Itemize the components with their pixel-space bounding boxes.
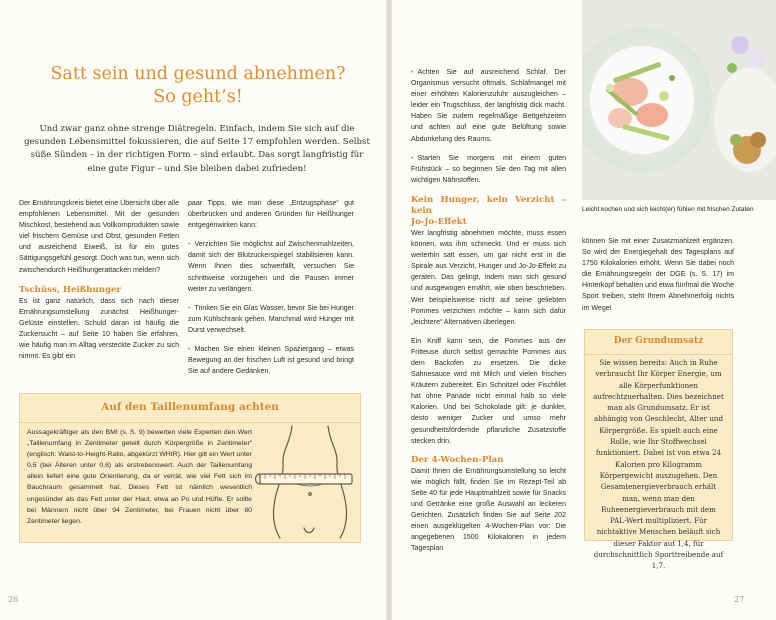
photo-caption: Leicht kochen und sich leicht(er) fühlen mit frischen Zutaten [582, 206, 754, 213]
intro-text: Und zwar ganz ohne strenge Diätregeln. Einfach, indem Sie sich auf die gesunden Lebensmittel fokussieren, die auf Seite 17 empfohlen werden. Selbst süße Sünden – in der richtigen Form – sind erlaubt. Das sorgt langfristig für eine gute Figur – und Sie bleiben dabei zufrieden! [24, 124, 370, 174]
basal-metabolism-box [584, 329, 733, 571]
right-column-1 [411, 67, 566, 554]
paragraph: Ein Kniff kann sein, die Pommes aus der Fritteuse durch selbst gemachte Pommes aus dem Backofen zu ersetzen. Die dicke Sahnesauce wird mit Milch und vielen frischen Kräutern zubereitet. Ein Schnitzel oder Fischfilet hat ohne Panade nicht einmal halb so viele Kalorien. Und bei Schokolade gilt: je dunkler, desto weniger Zucker und umso mehr gesundheitsfördernde pflanzliche Zusatzstoffe stecken drin. [411, 337, 566, 445]
info-box-text: Aussagekräftiger als den BMI (s. S. 9) bewerten viele Experten den Wert „Taillenumfang in Zentimeter geteilt durch Körpergröße in Zentimeter“ (englisch: Waist-to-Height-Ratio, abgekürzt WHtR). Hier gilt ein Wert unter 0,5 (bei Älteren unter 0,6) als erstrebenswert. Auch der Taillenumfang allein liefert eine gute Orientierung, da er verrät, wie viel Fett sich im Bauchraum gesammelt hat. Dieses Fett ist nämlich wesentlich ungesünder als das Fett unter der Haut, etwa an Po und Hüfte. Er sollte bei Männern nicht über 94 Zentimeter, bei Frauen nicht über 80 Zentimeter liegen. [27, 429, 252, 525]
list-item-text: Starten Sie morgens mit einem guten Frühstück – so beginnen Sie den Tag mit allen wichtigen Nährstoffen. [411, 154, 566, 184]
food-photo [582, 0, 776, 200]
page-number: 26 [8, 595, 19, 604]
paragraph: Es ist ganz natürlich, dass sich nach dieser Ernährungsumstellung zunächst Heißhunger-Gelüste einstellen. Schuld daran ist häufig die Zuckersucht – auf Seite 10 haben Sie erfahren, wie häufig man im Alltag versteckte Zucker zu sich nimmt. Es gibt ein [19, 297, 179, 361]
section-heading-line: Jo-Jo-Effekt [411, 216, 467, 227]
left-column-2 [188, 198, 354, 377]
waist-info-box [19, 393, 361, 543]
page-headline [18, 63, 378, 109]
list-item: • Achten Sie auf ausreichend Schlaf. Der Organismus versucht oftmals, Schlafmangel mit einer erhöhten Kalorienzufuhr auszugleichen – leider ein Trugschluss, der langfristig dick macht. Haben Sie zudem regelmäßige Bettgehzeiten und achten auf eine gute Belüftung sowie Abdunkelung des Raums. [411, 69, 566, 143]
left-column-1 [19, 198, 179, 362]
list-item-text: Trinken Sie ein Glas Wasser, bevor Sie bei Hunger zum Kühlschrank gehen. Manchmal wird Hunger mit Durst verwechselt. [188, 304, 354, 334]
food-photo-illustration [582, 0, 776, 200]
list-item-text: Verzichten Sie möglichst auf Zwischenmahlzeiten, damit sich der Blutzuckerspiegel stabilisieren kann. Wenn Ihnen dies schwerfällt, versuchen Sie schrittweise vorzugehen und die Pausen immer weiter zu verlängern. [188, 241, 354, 293]
paragraph: Der Ernährungskreis bietet eine Übersicht über alle empfohlenen Lebensmittel. Mit der gesunden Mischkost, bestehend aus Vollkornprodukten sowie viel frischem Gemüse und Obst, gesunden Fetten und ausreichend Eiweiß, ist für ein gutes Sättigungsgefühl gesorgt. Doch was tun, wenn sich zwischendurch Heißhungerattacken melden? [19, 200, 179, 274]
list-item: • Starten Sie morgens mit einem guten Frühstück – so beginnen Sie den Tag mit allen wichtigen Nährstoffen. [411, 154, 566, 184]
divider [20, 422, 360, 423]
paragraph: Damit Ihnen die Ernährungsumstellung so leicht wie möglich fällt, finden Sie im Rezept-Teil ab Seite 40 für jede Hauptmahlzeit sowie für Snacks und Getränke eine große Auswahl an leckeren Gerichten. Zusätzlich finden Sie auf Seite 202 einen ausgeklügelten 4-Wochen-Plan vor: Die angegebenen 1500 Kilokalorien in jedem Tagesplan [411, 467, 566, 553]
left-page [0, 0, 386, 620]
list-item: • Trinken Sie ein Glas Wasser, bevor Sie bei Hunger zum Kühlschrank gehen. Manchmal wird Hunger mit Durst verwechselt. [188, 304, 354, 334]
paragraph: können Sie mit einer Zusatzmahlzeit ergänzen. So wird der Energiegehalt des Tagesplans auf 1750 Kilokalorien erhöht. Wenn Sie dabei noch die Ernährungsregeln der DGE (s. S. 17) im Hinterkopf behalten und etwa fünfmal die Woche Sport treiben, steht Ihrem Abnehmerfolg nichts im Wege! [582, 238, 734, 312]
list-item-text: Achten Sie auf ausreichend Schlaf. Der Organismus versucht oftmals, Schlafmangel mit einer erhöhten Kalorienzufuhr auszugleichen – leider ein Trugschluss, der langfristig dick macht. Haben Sie zudem regelmäßige Bettgehzeiten und achten auf eine gute Belüftung sowie Abdunkelung des Raums. [411, 69, 566, 143]
list-item: • Machen Sie einen kleinen Spaziergang – etwas Bewegung an der frischen Luft ist gesund und bringt Sie auf andere Gedanken. [188, 346, 354, 376]
info-box-title: Auf den Taillenumfang achten [101, 401, 279, 413]
info-box-title: Der Grundumsatz [613, 336, 704, 346]
list-item: • Verzichten Sie möglichst auf Zwischenmahlzeiten, damit sich der Blutzuckerspiegel stabilisieren kann. Wenn Ihnen dies schwerfällt, versuchen Sie schrittweise vorzugehen und die Pausen immer weiter zu verlängern. [188, 241, 354, 293]
section-heading: Tschüss, Heißhunger [19, 284, 121, 295]
paragraph: paar Tipps, wie man diese „Entzugsphase“ gut überbrücken und anderen Gründen für Heißhunger entgegenwirken kann: [188, 200, 354, 230]
paragraph: Wer langfristig abnehmen möchte, muss essen können, was ihm schmeckt. Und er muss sich weiterhin satt essen, um gar nicht erst in die Spirale aus Verzicht, Hunger und Jo-Jo-Effekt zu geraten. Das gelingt, indem man sich gesund und ausgewogen ernährt, wie oben beschrieben. Wer beispielsweise nicht auf seine geliebten Pommes verzichten möchte – kann sich dafür „leichtere“ Alternativen überlegen. [411, 229, 566, 326]
list-item-text: Machen Sie einen kleinen Spaziergang – etwas Bewegung an der frischen Luft ist gesund und bringt Sie auf andere Gedanken. [188, 346, 354, 376]
right-column-2 [582, 236, 734, 314]
section-heading [411, 195, 566, 228]
info-box-text: Sie wissen bereits: Auch in Ruhe verbraucht Ihr Körper Energie, um alle Körperfunktionen aufrechtzuerhalten. Dies bezeichnet man als Grundumsatz. Er ist abhängig von Geschlecht, Alter und Körpergröße. Es spielt auch eine Rolle, wie Ihr Stoffwechsel funktioniert. Dabei ist von etwa 24 Kalorien pro Kilogramm Körpergewicht auszugehen. Den Gesamtenergieverbrauch erhält man, wenn man den Ruheenergieverbrauch mit dem PAL-Wert multipliziert. Für nichtaktive Menschen beläuft sich dieser Faktor auf 1,4, für durchschnittlich Sporttreibende auf 1,7. [593, 358, 724, 571]
divider [585, 354, 732, 355]
measuring-tape-torso-illustration [252, 424, 358, 540]
section-heading: Der 4-Wochen-Plan [411, 454, 504, 465]
headline-line-2: So geht’s! [153, 87, 243, 107]
headline-line-1: Satt sein und gesund abnehmen? [50, 64, 346, 84]
section-heading-line: Kein Hunger, kein Verzicht – kein [411, 194, 566, 216]
page-number: 27 [734, 595, 745, 604]
